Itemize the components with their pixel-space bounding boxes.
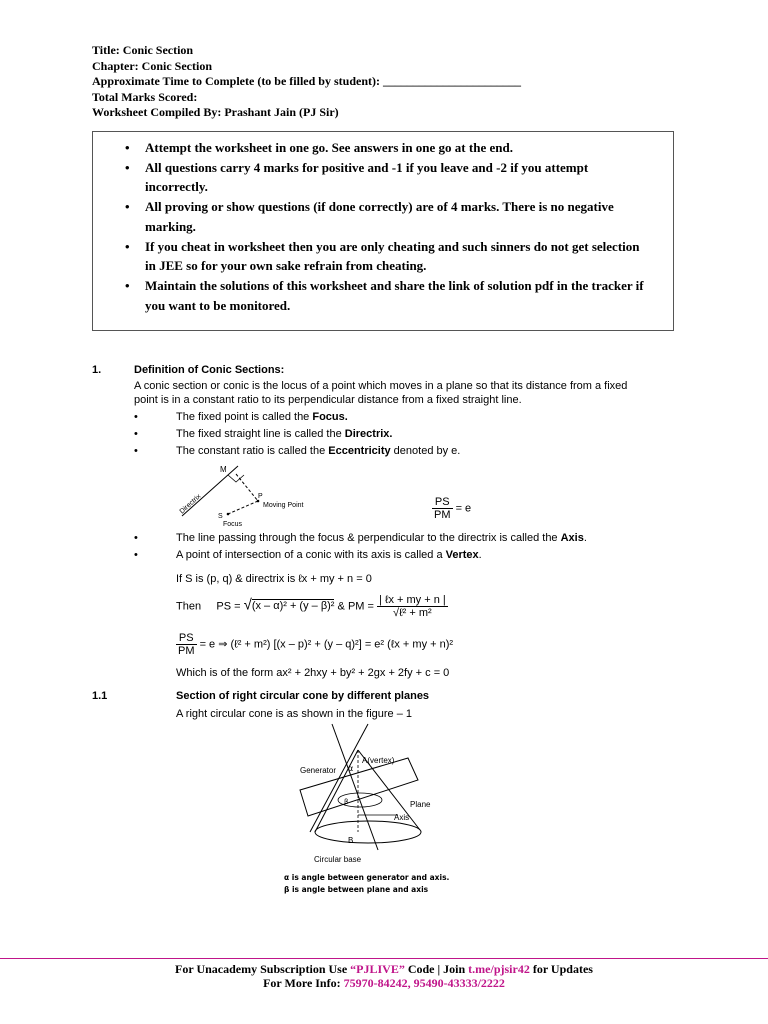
footer-line-2: For More Info: 75970-84242, 95490-43333/2222	[263, 976, 505, 990]
compiled-line: Worksheet Compiled By: Prashant Jain (PJ Sir)	[92, 105, 339, 119]
ratio-equation: $\frac{PS}{PM}$ = e	[434, 496, 472, 521]
bullet: •	[134, 445, 138, 457]
subsection-heading: Section of right circular cone by different planes	[176, 690, 430, 702]
label-circular-base: Circular base	[314, 855, 362, 864]
instruction-item: • Attempt the worksheet in one go. See answers in one go at the end.	[125, 140, 513, 155]
label-beta: β	[344, 798, 349, 806]
focus-directrix-diagram	[170, 460, 350, 532]
equation-conic: $\frac{PS}{PM}$ = e ⇒ (ℓ² + m²) [(x – p)² + (y – q)²] = e² (ℓx + my + n)²	[178, 632, 454, 657]
caption-beta: β is angle between plane and axis	[284, 885, 429, 894]
bullet-vertex: A point of intersection of a conic with its axis is called a Vertex.	[176, 549, 482, 561]
bullet-directrix: The fixed straight line is called the Directrix.	[176, 428, 393, 440]
bullet-axis: The line passing through the focus & perpendicular to the directrix is called the Axis.	[176, 532, 587, 544]
phone-numbers: 75970-84242, 95490-43333/2222	[343, 976, 505, 990]
label-axis: Axis	[394, 813, 410, 822]
bullet: •	[134, 532, 138, 544]
label-generator: Generator	[300, 766, 337, 775]
bullet-focus: The fixed point is called the Focus.	[176, 411, 348, 423]
instructions-box	[92, 131, 674, 331]
label-vertex: A(vertex)	[362, 756, 395, 765]
label-plane: Plane	[410, 800, 431, 809]
subsection-intro: A right circular cone is as shown in the figure – 1	[176, 708, 413, 720]
instructions-list	[121, 138, 651, 315]
footer-line-1: For Unacademy Subscription Use “PJLIVE” Code | Join t.me/pjsir42 for Updates	[175, 962, 593, 976]
label-b: B	[348, 836, 354, 845]
bullet: •	[134, 549, 138, 561]
equation-general-form: Which is of the form ax² + 2hxy + by² + 2gx + 2fy + c = 0	[176, 667, 450, 679]
label-alpha: α	[348, 764, 354, 773]
equation-directrix: If S is (p, q) & directrix is ℓx + my + n = 0	[176, 573, 372, 585]
bullet: •	[134, 411, 138, 423]
bullet: •	[134, 428, 138, 440]
footer-divider	[0, 958, 768, 959]
equation-distances: Then PS = √(x – α)² + (y – β)² & PM = $\frac{\text{| ℓx + my + n |}}{\text{√ℓ² + m²}}$	[176, 594, 446, 619]
title-line: Title: Conic Section	[92, 43, 194, 57]
intro-text: A conic section or conic is the locus of a point which moves in a plane so that its distance from a fixed	[134, 380, 628, 392]
label-directrix: Directrix	[178, 493, 203, 516]
section-number: 1.	[92, 364, 102, 376]
time-line: Approximate Time to Complete (to be filled by student): _______________________	[92, 74, 521, 88]
instruction-item: • If you cheat in worksheet then you are only cheating and such sinners do not get selection in JEE so for your own sake refrain from cheating.	[125, 238, 640, 274]
label-p: P	[258, 493, 263, 500]
label-moving-point: Moving Point	[263, 502, 304, 509]
promo-code: “PJLIVE”	[350, 962, 405, 976]
marks-line: Total Marks Scored:	[92, 89, 198, 104]
section-heading: Definition of Conic Sections:	[134, 364, 285, 376]
footer	[0, 962, 768, 990]
subsection-number: 1.1	[92, 690, 108, 702]
worksheet-header	[92, 43, 521, 121]
cone-diagram	[280, 720, 480, 900]
instruction-item: • All proving or show questions (if done correctly) are of 4 marks. There is no negative marking.	[125, 199, 614, 234]
instruction-item: • All questions carry 4 marks for positive and -1 if you leave and -2 if you attempt incorrectly.	[125, 159, 589, 195]
caption-alpha: α is angle between generator and axis.	[284, 873, 450, 882]
telegram-link[interactable]: t.me/pjsir42	[468, 962, 530, 976]
label-m: M	[220, 465, 227, 474]
chapter-line: Chapter: Conic Section	[92, 58, 212, 73]
instruction-item: • Maintain the solutions of this worksheet and share the link of solution pdf in the tracker if you want to be monitored.	[125, 277, 644, 313]
label-s: S	[218, 513, 223, 520]
intro-text: point is in a constant ratio to its perpendicular distance from a fixed straight line.	[134, 394, 522, 406]
bullet-eccentricity: The constant ratio is called the Eccentricity denoted by e.	[176, 445, 461, 457]
label-focus: Focus	[223, 521, 243, 528]
